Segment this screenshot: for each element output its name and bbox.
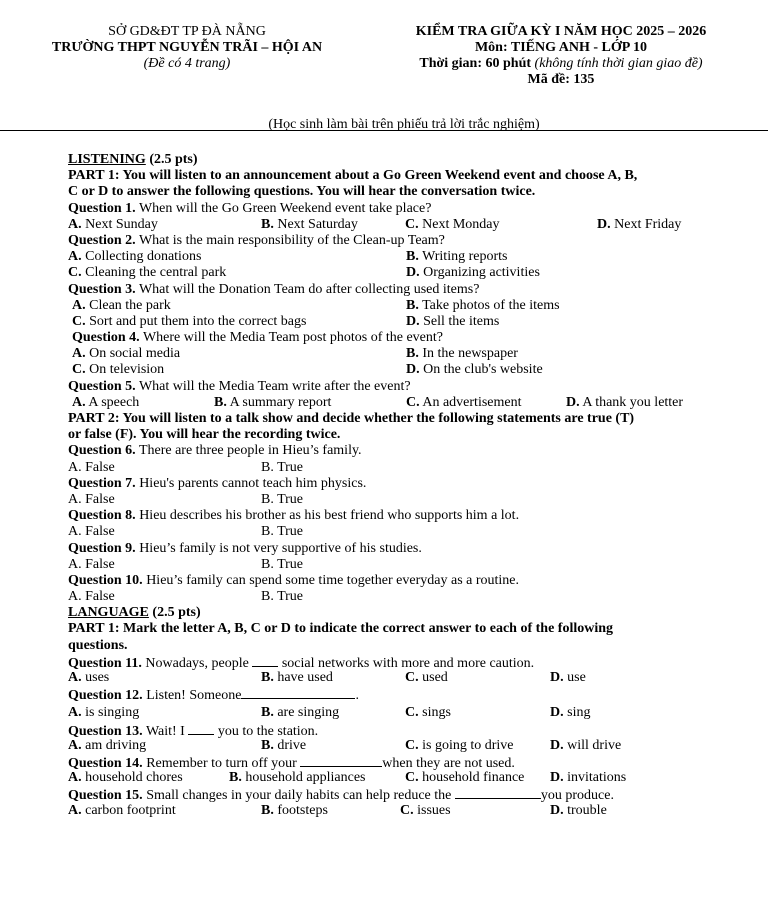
option-d[interactable]: D. trouble — [550, 802, 607, 818]
question-10-options — [68, 589, 748, 605]
answer-sheet-note: (Học sinh làm bài trên phiếu trả lời trắc nghiệm) — [268, 117, 540, 132]
option-c[interactable]: C. Cleaning the central park — [68, 265, 227, 281]
option-c[interactable]: C. Next Monday — [405, 216, 500, 232]
option-c[interactable]: C. household finance — [405, 770, 525, 786]
exam-time: Thời gian: 60 phút (không tính thời gian giao đề) — [419, 56, 703, 71]
school-header — [22, 24, 352, 72]
option-c[interactable]: C. Sort and put them into the correct bags — [72, 313, 307, 329]
listening-heading: LISTENING (2.5 pts) — [68, 152, 198, 167]
department-name: SỞ GD&ĐT TP ĐÀ NẴNG — [108, 24, 266, 39]
part2-instructions-line1: PART 2: You will listen to a talk show and decide whether the following statements are true (T) — [68, 411, 635, 426]
question-2-options-ab — [68, 249, 748, 265]
question-10: Question 10. Hieu’s family can spend some time together everyday as a routine. — [68, 572, 520, 588]
option-a[interactable]: A. Clean the park — [72, 297, 171, 313]
question-6-options — [68, 460, 748, 476]
question-3: Question 3. What will the Donation Team do after collecting used items? — [68, 281, 480, 297]
option-a[interactable]: A. False — [68, 556, 115, 572]
option-d[interactable]: D. will drive — [550, 737, 622, 753]
option-d[interactable]: D. Organizing activities — [406, 265, 540, 281]
option-c[interactable]: C. On television — [72, 362, 165, 378]
option-b[interactable]: B. footsteps — [261, 802, 328, 818]
question-4: Question 4. Where will the Media Team post photos of the event? — [72, 330, 444, 346]
question-14: Question 14. Remember to turn off your when they are not used. — [68, 755, 515, 771]
answer-blank — [241, 686, 355, 699]
language-part1-instructions-line2: questions. — [68, 637, 128, 653]
question-6: Question 6. There are three people in Hieu’s family. — [68, 443, 362, 459]
school-name: TRƯỜNG THPT NGUYỄN TRÃI – HỘI AN — [51, 40, 323, 55]
option-c[interactable]: C. issues — [400, 802, 451, 818]
question-7-options — [68, 492, 748, 508]
question-9: Question 9. Hieu’s family is not very supportive of his studies. — [68, 540, 422, 556]
option-a[interactable]: A. household chores — [68, 770, 183, 786]
option-b[interactable]: B. Take photos of the items — [406, 297, 560, 313]
option-a[interactable]: A. uses — [68, 670, 110, 685]
option-a[interactable]: A. Next Sunday — [68, 216, 158, 232]
question-11: Question 11. Nowadays, people social networks with more and more caution. — [68, 655, 535, 671]
part1-instructions-line2: C or D to answer the following questions. You will hear the conversation twice. — [68, 184, 536, 200]
option-b[interactable]: B. have used — [261, 670, 333, 685]
question-3-options-cd — [68, 314, 748, 330]
part2-instructions-line2: or false (F). You will hear the recording twice. — [68, 427, 341, 443]
page-count: (Đề có 4 trang) — [143, 56, 231, 71]
option-b[interactable]: B. In the newspaper — [406, 346, 518, 362]
question-2-options-cd — [68, 265, 748, 281]
question-2: Question 2. What is the main responsibility of the Clean-up Team? — [68, 232, 445, 248]
option-b[interactable]: B. True — [261, 459, 304, 475]
exam-subject: Môn: TIẾNG ANH - LỚP 10 — [474, 40, 648, 55]
answer-blank — [252, 654, 278, 667]
option-c[interactable]: C. is going to drive — [405, 737, 514, 753]
option-a[interactable]: A. is singing — [68, 705, 140, 721]
option-a[interactable]: A. False — [68, 491, 115, 507]
option-a[interactable]: A. carbon footprint — [68, 802, 176, 818]
option-d[interactable]: D. Sell the items — [406, 313, 500, 329]
option-d[interactable]: D. sing — [550, 705, 591, 721]
question-5-options — [68, 395, 748, 411]
exam-title: KIỂM TRA GIỮA KỲ I NĂM HỌC 2025 – 2026 — [415, 24, 707, 39]
question-13: Question 13. Wait! I you to the station. — [68, 723, 319, 739]
option-d[interactable]: D. Next Friday — [597, 216, 682, 232]
question-12: Question 12. Listen! Someone . — [68, 688, 359, 704]
question-7: Question 7. Hieu's parents cannot teach him physics. — [68, 475, 367, 491]
language-part1-instructions-line1: PART 1: Mark the letter A, B, C or D to indicate the correct answer to each of the following — [68, 621, 614, 637]
option-b[interactable]: B. A summary report — [214, 394, 332, 410]
answer-blank — [455, 786, 541, 799]
question-14-options — [68, 770, 748, 786]
option-c[interactable]: C. An advertisement — [406, 394, 522, 410]
language-heading: LANGUAGE (2.5 pts) — [68, 605, 201, 621]
option-b[interactable]: B. drive — [261, 737, 307, 753]
option-b[interactable]: B. True — [261, 589, 304, 605]
option-b[interactable]: B. True — [261, 556, 304, 572]
option-d[interactable]: D. A thank you letter — [566, 394, 684, 410]
option-b[interactable]: B. Writing reports — [406, 249, 508, 265]
answer-blank — [188, 722, 214, 735]
option-a[interactable]: A. False — [68, 589, 115, 605]
question-8: Question 8. Hieu describes his brother as his best friend who supports him a lot. — [68, 508, 520, 524]
option-d[interactable]: D. use — [550, 670, 586, 685]
header-divider — [0, 130, 768, 131]
exam-code: Mã đề: 135 — [527, 72, 595, 87]
question-5: Question 5. What will the Media Team write after the event? — [68, 378, 411, 394]
exam-content — [68, 152, 748, 819]
option-a[interactable]: A. On social media — [72, 346, 181, 362]
question-11-options — [68, 670, 748, 686]
question-9-options — [68, 557, 748, 573]
option-b[interactable]: B. are singing — [261, 705, 340, 721]
question-4-options-cd — [68, 362, 748, 378]
option-d[interactable]: D. invitations — [550, 770, 627, 786]
question-1-options — [68, 217, 748, 233]
part1-instructions-line1: PART 1: You will listen to an announcement about a Go Green Weekend event and choose A, B, — [68, 168, 638, 184]
exam-header — [372, 24, 750, 88]
question-4-options-ab — [68, 346, 748, 362]
question-1: Question 1. When will the Go Green Weekend event take place? — [68, 200, 432, 216]
option-b[interactable]: B. household appliances — [229, 770, 366, 786]
option-a[interactable]: A. Collecting donations — [68, 249, 202, 265]
question-15: Question 15. Small changes in your daily habits can help reduce the you produce. — [68, 788, 614, 804]
question-13-options — [68, 738, 748, 754]
option-c[interactable]: C. sings — [405, 705, 451, 721]
option-c[interactable]: C. used — [405, 670, 448, 685]
option-d[interactable]: D. On the club's website — [406, 362, 543, 378]
option-a[interactable]: A. False — [68, 524, 115, 540]
question-12-options — [68, 705, 748, 721]
option-a[interactable]: A. am driving — [68, 737, 147, 753]
option-a[interactable]: A. False — [68, 459, 115, 475]
question-3-options-ab — [68, 298, 748, 314]
answer-blank — [300, 754, 382, 767]
option-b[interactable]: B. True — [261, 491, 304, 507]
option-a[interactable]: A. A speech — [72, 394, 140, 410]
question-8-options — [68, 524, 748, 540]
question-15-options — [68, 803, 748, 819]
option-b[interactable]: B. True — [261, 524, 304, 540]
option-b[interactable]: B. Next Saturday — [261, 216, 358, 232]
